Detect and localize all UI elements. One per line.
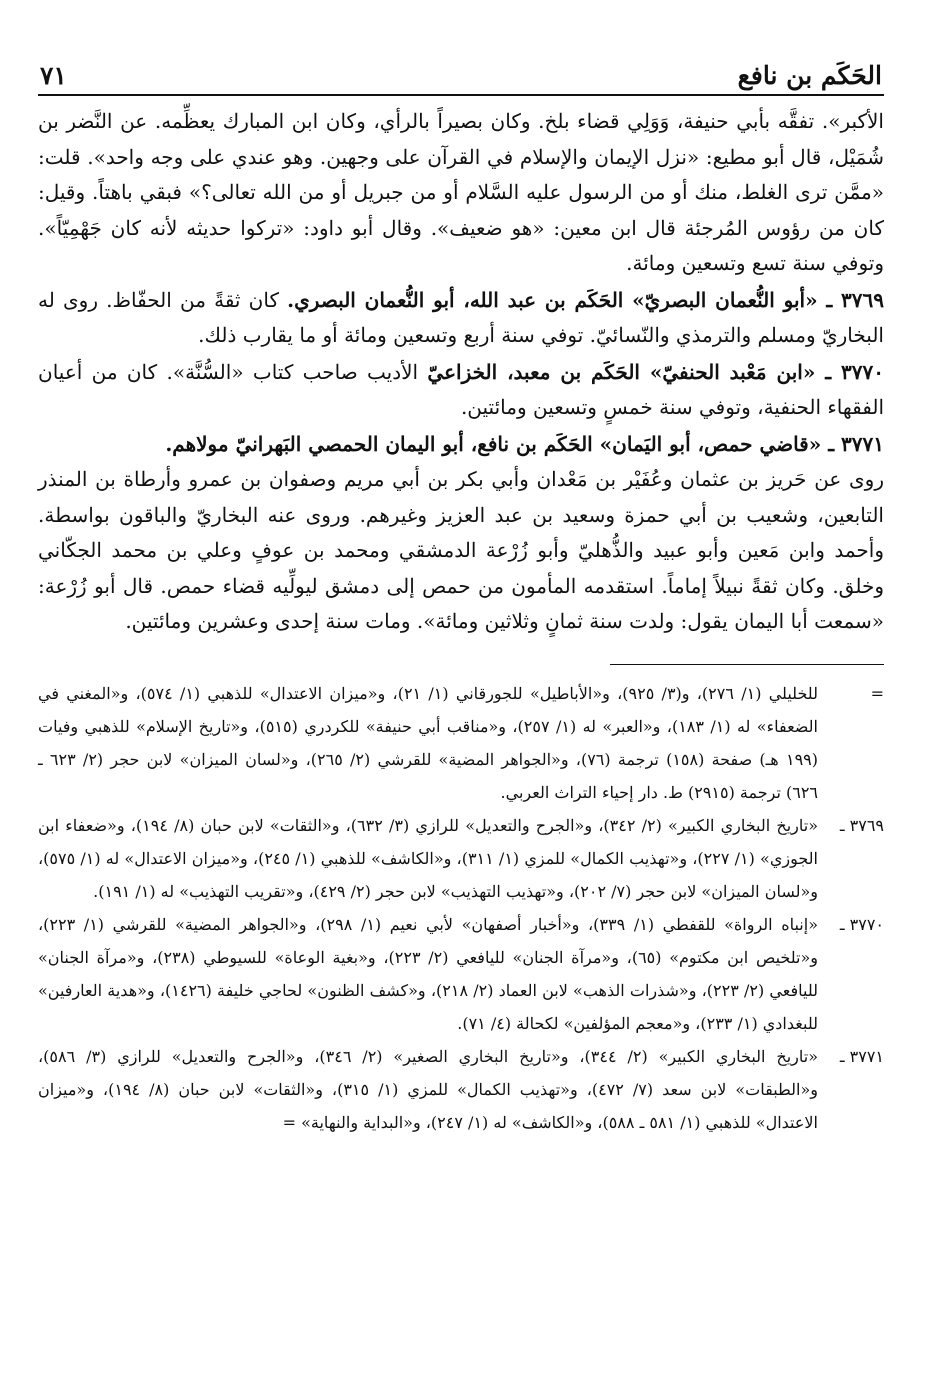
footnote-marker: ٣٧٧٠ ـ [839, 914, 884, 934]
entry-text: الأديب صاحب كتاب «السُّنَّة». كان من أعيان الفقهاء الحنفية، وتوفي سنة خمسٍ وتسعين ومائتين. [38, 359, 884, 419]
footnote-marker: ٣٧٦٩ ـ [839, 815, 884, 835]
main-text [38, 104, 884, 640]
footnotes [38, 677, 884, 1139]
paragraph-continuation: الأكبر». تفقَّه بأبي حنيفة، وَوَلِي قضاء بلخ. وكان بصيراً بالرأي، وكان ابن المبارك يعظِّمه. عن النَّضر بن شُمَيْل، قال أبو مطيع: «نزل الإيمان والإسلام في القرآن على وجهين. وهو عندي على وجه واحد». قلت: «ممَّن ترى الغلط، منك أو من الرسول عليه السَّلام أو من جبريل أو من الله تعالى؟» فبقي باهتاً. وقيل: كان من رؤوس المُرجئة قال ابن معين: «هو ضعيف». وقال أبو داود: «تركوا حديثه لأنه كان جَهْمِيّاً». وتوفي سنة تسع وتسعين ومائة. [38, 109, 884, 275]
entry-3769 [38, 283, 884, 354]
footnote [38, 809, 884, 908]
page-number: ٧١ [40, 61, 67, 90]
footnote-marker: = [870, 683, 884, 703]
entry-3771-text: روى عن حَريز بن عثمان وعُفَيْر بن مَعْدان وأبي بكر بن أبي مريم وصفوان بن عمرو وأرطاة بن المنذر التابعين، وشعيب بن أبي حمزة وسعيد بن عبد العزيز وغيرهم. وروى عنه البخاريّ والباقون بواسطة. وأحمد وابن مَعين وأبو عبيد والذُّهليّ وأبو زُرْعة الدمشقي ومحمد بن عوفٍ وعلي بن محمد الجكّاني وخلق. وكان ثقةً نبيلاً إماماً. استقدمه المأمون من حمص إلى دمشق ليولِّيه قضاء حمص. قال أبو زُرْعة: «سمعت أبا اليمان يقول: ولدت سنة ثمانٍ وثلاثين ومائة». ومات سنة إحدى وعشرين ومائتين. [38, 467, 884, 633]
book-page [38, 52, 884, 1139]
running-header [38, 52, 884, 96]
footnote-marker: ٣٧٧١ ـ [839, 1046, 884, 1066]
entry-3771 [38, 427, 884, 463]
footnote [38, 677, 884, 809]
entry-heading: ٣٧٧١ ـ «قاضي حمص، أبو اليَمان» الحَكَم بن نافع، أبو اليمان الحمصي البَهرانيّ مولاهم. [165, 431, 884, 456]
footnote-text: «إنباه الرواة» للقفطي (١/ ٣٣٩)، و«أخبار أصفهان» لأبي نعيم (١/ ٢٩٨)، و«الجواهر المضية» للقرشي (١/ ٢٢٣)، و«تلخيص ابن مكتوم» (٦٥)، و«مرآة الجنان» لليافعي (٢/ ٢٢٣)، و«بغية الوعاة» للسيوطي (٢٣٨)، و«مرآة الجنان» لليافعي (٢/ ٢٢٣)، و«شذرات الذهب» لابن العماد (٢/ ٢١٨)، و«كشف الظنون» لحاجي خليفة (١٤٢٦)، و«هدية العارفين» للبغدادي (١/ ٢٣٣)، و«معجم المؤلفين» لكحالة (٤/ ٧١). [38, 914, 819, 1033]
footnote-text: «تاريخ البخاري الكبير» (٢/ ٣٤٢)، و«الجرح والتعديل» للرازي (٣/ ٦٣٢)، و«الثقات» لابن حبان (٨/ ١٩٤)، و«ضعفاء ابن الجوزي» (١/ ٢٢٧)، و«تهذيب الكمال» للمزي (١/ ٣١١)، و«الكاشف» للذهبي (١/ ٢٤٥)، و«ميزان الاعتدال» له (١/ ٥٧٥)، و«لسان الميزان» لابن حجر (٧/ ٢٠٢)، و«تهذيب التهذيب» لابن حجر (٢/ ٤٢٩)، و«تقريب التهذيب» له (١/ ١٩١). [38, 815, 818, 901]
footnote [38, 1040, 884, 1139]
entry-3770 [38, 355, 884, 426]
entry-text: كان ثقةً من الحفّاظ. روى له البخاريّ ومسلم والترمذي والنّسائيّ. توفي سنة أربع وتسعين ومائة أو ما يقارب ذلك. [38, 287, 884, 347]
footnote [38, 908, 884, 1040]
entry-heading: ٣٧٧٠ ـ «ابن مَعْبد الحنفيّ» الحَكَم بن معبد، الخزاعيّ [427, 359, 884, 384]
footnote-text: للخليلي (١/ ٢٧٦)، و(٣/ ٩٢٥)، و«الأباطيل» للجورقاني (١/ ٢١)، و«ميزان الاعتدال» للذهبي (١/ ٥٧٤)، و«المغني في الضعفاء» له (١/ ١٨٣)، و«العبر» له (١/ ٢٥٧)، و«مناقب أبي حنيفة» للكردري (٥١٥)، و«تاريخ الإسلام» للذهبي وفيات (١٩٩ هـ) صفحة (١٥٨) ترجمة (٧٦)، و«الجواهر المضية» للقرشي (٢/ ٢٦٥)، و«لسان الميزان» لابن حجر (٢/ ٦٢٣ ـ ٦٢٦) ترجمة (٢٩١٥) ط. دار إحياء التراث العربي. [38, 683, 818, 802]
running-title: الحَكَم بن نافع [737, 61, 882, 90]
footnote-text: «تاريخ البخاري الكبير» (٢/ ٣٤٤)، و«تاريخ البخاري الصغير» (٢/ ٣٤٦)، و«الجرح والتعديل» للرازي (٣/ ٥٨٦)، و«الطبقات» لابن سعد (٧/ ٤٧٢)، و«تهذيب الكمال» للمزي (١/ ٣١٥)، و«الثقات» لابن حبان (٨/ ١٩٤)، و«ميزان الاعتدال» للذهبي (١/ ٥٨١ ـ ٥٨٨)، و«الكاشف» له (١/ ٢٤٧)، و«البداية والنهاية» = [38, 1046, 819, 1132]
footnote-separator [610, 664, 884, 665]
entry-heading: ٣٧٦٩ ـ «أبو النُّعمان البصريّ» الحَكَم بن عبد الله، أبو النُّعمان البصري. [287, 287, 884, 312]
